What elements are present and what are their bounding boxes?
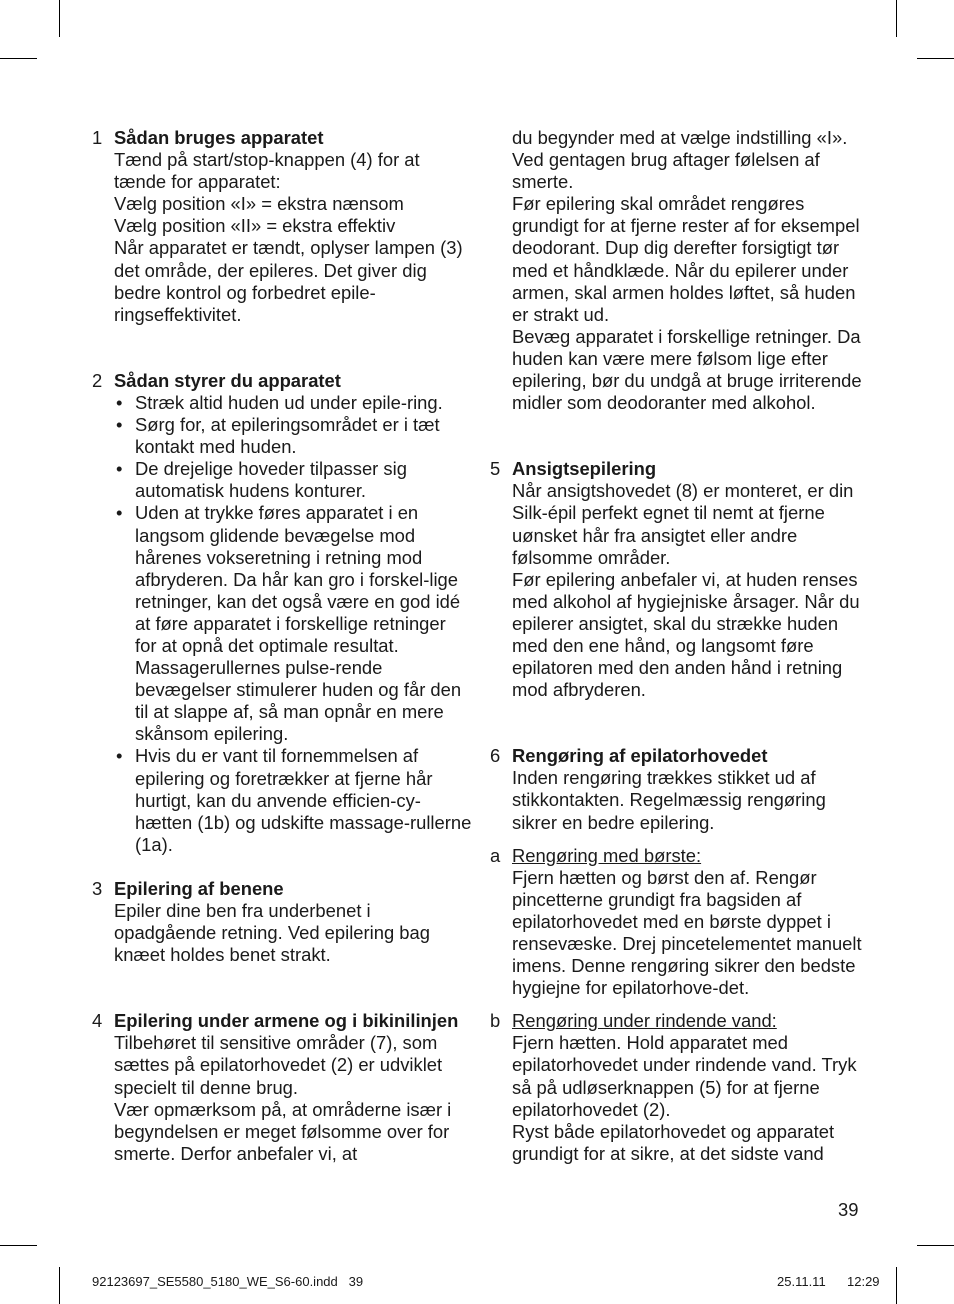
paragraph: Når ansigtshovedet (8) er monteret, er din Silk-épil perfekt egnet til nemt at fjerne uønsket hår fra ansigtet eller andre følsomme områder. xyxy=(512,480,854,568)
section-title: Epilering af benene xyxy=(114,877,284,899)
paragraph: Tilbehøret til sensitive områder (7), som sættes på epilatorhovedet (2) er udviklet specielt til denne brug. xyxy=(114,1032,443,1098)
right-column xyxy=(490,127,870,1165)
section-title: Epilering under armene og i bikinilinjen xyxy=(114,1010,459,1032)
section-letter: a xyxy=(490,844,501,866)
paragraph: Vælg position «I» = ekstra nænsom xyxy=(114,193,404,215)
left-column xyxy=(92,127,472,1165)
section-1 xyxy=(92,127,472,326)
section-title: Sådan bruges apparatet xyxy=(114,127,324,148)
section-subtitle: Rengøring med børste: xyxy=(512,844,702,866)
paragraph: Før epilering anbefaler vi, at huden renses med alkohol af hygiejniske årsager. Når du epilerer ansigtet, skal du strække huden med den ene hånd, og langsomt føre epilatoren med den anden hånd i retning mod afbryderen. xyxy=(512,568,860,701)
page-number: 39 xyxy=(838,1199,859,1220)
footer-file-info: 92123697_SE5580_5180_WE_S6-60.indd 39 xyxy=(92,1274,364,1289)
paragraph: Bevæg apparatet i forskellige retninger. Da huden kan være mere følsom lige efter epilering, bør du undgå at bruge irriterende midler som deodoranter med alkohol. xyxy=(512,325,862,414)
paragraph: Fjern hætten og børst den af. Rengør pincetterne grundigt fra bagsiden af epilatorhovedet med en børste dyppet i rensevæske. Drej pincetelementet manuelt imens. Denne rengøring sikrer den bedste hygiejne for epilatorhove-det. xyxy=(512,866,862,999)
section-4-continued xyxy=(490,127,870,414)
section-number: 3 xyxy=(92,877,103,899)
section-number: 6 xyxy=(490,745,501,767)
paragraph: Før epilering skal området rengøres grundigt for at fjerne rester af for eksempel deodorant. Dup dig derefter forsigtigt tør med et håndklæde. Når du epilerer under armen, skal armen holdes løftet, så huden er strakt ud. xyxy=(512,193,860,325)
list-item: • De drejelige hoveder tilpasser sig automatisk hudens konturer. xyxy=(114,458,472,502)
section-title: Ansigtsepilering xyxy=(512,458,657,480)
paragraph: Tænd på start/stop-knappen (4) for at tænde for apparatet: xyxy=(114,149,420,193)
section-title: Rengøring af epilatorhovedet xyxy=(512,745,768,767)
section-number: 1 xyxy=(92,127,103,148)
paragraph: Fjern hætten. Hold apparatet med epilatorhovedet under rindende vand. Tryk så på udløserknappen (5) for at fjerne epilatorhovedet (2). xyxy=(512,1032,857,1120)
crop-mark-bottom-left-horizontal xyxy=(0,1245,37,1246)
section-3 xyxy=(92,878,472,966)
section-number: 2 xyxy=(92,369,103,391)
crop-mark-top-left-vertical xyxy=(59,0,60,37)
section-6 xyxy=(490,745,870,833)
list-item: • Sørg for, at epileringsområdet er i tæt kontakt med huden. xyxy=(114,414,472,458)
section-5 xyxy=(490,458,870,701)
paragraph: Epiler dine ben fra underbenet i opadgående retning. Ved epilering bag knæet holdes benet strakt. xyxy=(114,900,430,966)
section-6a xyxy=(490,845,870,1000)
section-6b xyxy=(490,1010,870,1165)
section-letter: b xyxy=(490,1010,501,1032)
paragraph: Inden rengøring trækkes stikket ud af stikkontakten. Regelmæssig rengøring sikrer en bedre epilering. xyxy=(512,767,826,833)
section-4 xyxy=(92,1010,472,1165)
bullet-list xyxy=(114,392,472,856)
paragraph: Ryst både epilatorhovedet og apparatet grundigt for at sikre, at det sidste vand xyxy=(512,1120,835,1164)
crop-mark-bottom-right-vertical xyxy=(896,1267,897,1304)
list-item: • Uden at trykke føres apparatet i en langsom glidende bevægelse mod hårenes vokseretning i retning mod afbryderen. Da hår kan gro i forskel-lige retninger, kan det også være en god idé at føre apparatet i forskellige retninger for at opnå det optimale resultat. Massagerullernes pulse-rende bevægelser stimulerer huden og får den til at slappe af, så man opnår en mere skånsom epilering. xyxy=(114,502,472,745)
crop-mark-top-right-vertical xyxy=(896,0,897,37)
section-subtitle: Rengøring under rindende vand: xyxy=(512,1010,777,1032)
crop-mark-bottom-left-vertical xyxy=(59,1267,60,1304)
section-number: 5 xyxy=(490,458,501,480)
list-item: • Hvis du er vant til fornemmelsen af epilering og foretrækker at fjerne hår hurtigt, kan du anvende efficien-cy-hætten (1b) og udskifte massage-rullerne (1a). xyxy=(114,745,472,855)
paragraph: Vær opmærksom på, at områderne især i begyndelsen er meget følsomme over for smerte. Derfor anbefaler vi, at xyxy=(114,1098,452,1164)
paragraph: Vælg position «II» = ekstra effektiv xyxy=(114,215,396,237)
footer-time: 12:29 xyxy=(847,1274,880,1289)
section-title: Sådan styrer du apparatet xyxy=(114,369,341,391)
section-2 xyxy=(92,370,472,856)
crop-mark-top-left-horizontal xyxy=(0,58,37,59)
crop-mark-bottom-right-horizontal xyxy=(917,1245,954,1246)
paragraph: du begynder med at vælge indstilling «I». Ved gentagen brug aftager følelsen af smerte. xyxy=(512,127,848,193)
footer-date: 25.11.11 xyxy=(777,1274,826,1289)
list-item: • Stræk altid huden ud under epile-ring. xyxy=(114,392,472,414)
paragraph: Når apparatet er tændt, oplyser lampen (3) det område, der epileres. Det giver dig bedre kontrol og forbedret epile-ringseffektivitet. xyxy=(114,237,463,325)
section-number: 4 xyxy=(92,1010,103,1032)
crop-mark-top-right-horizontal xyxy=(917,58,954,59)
